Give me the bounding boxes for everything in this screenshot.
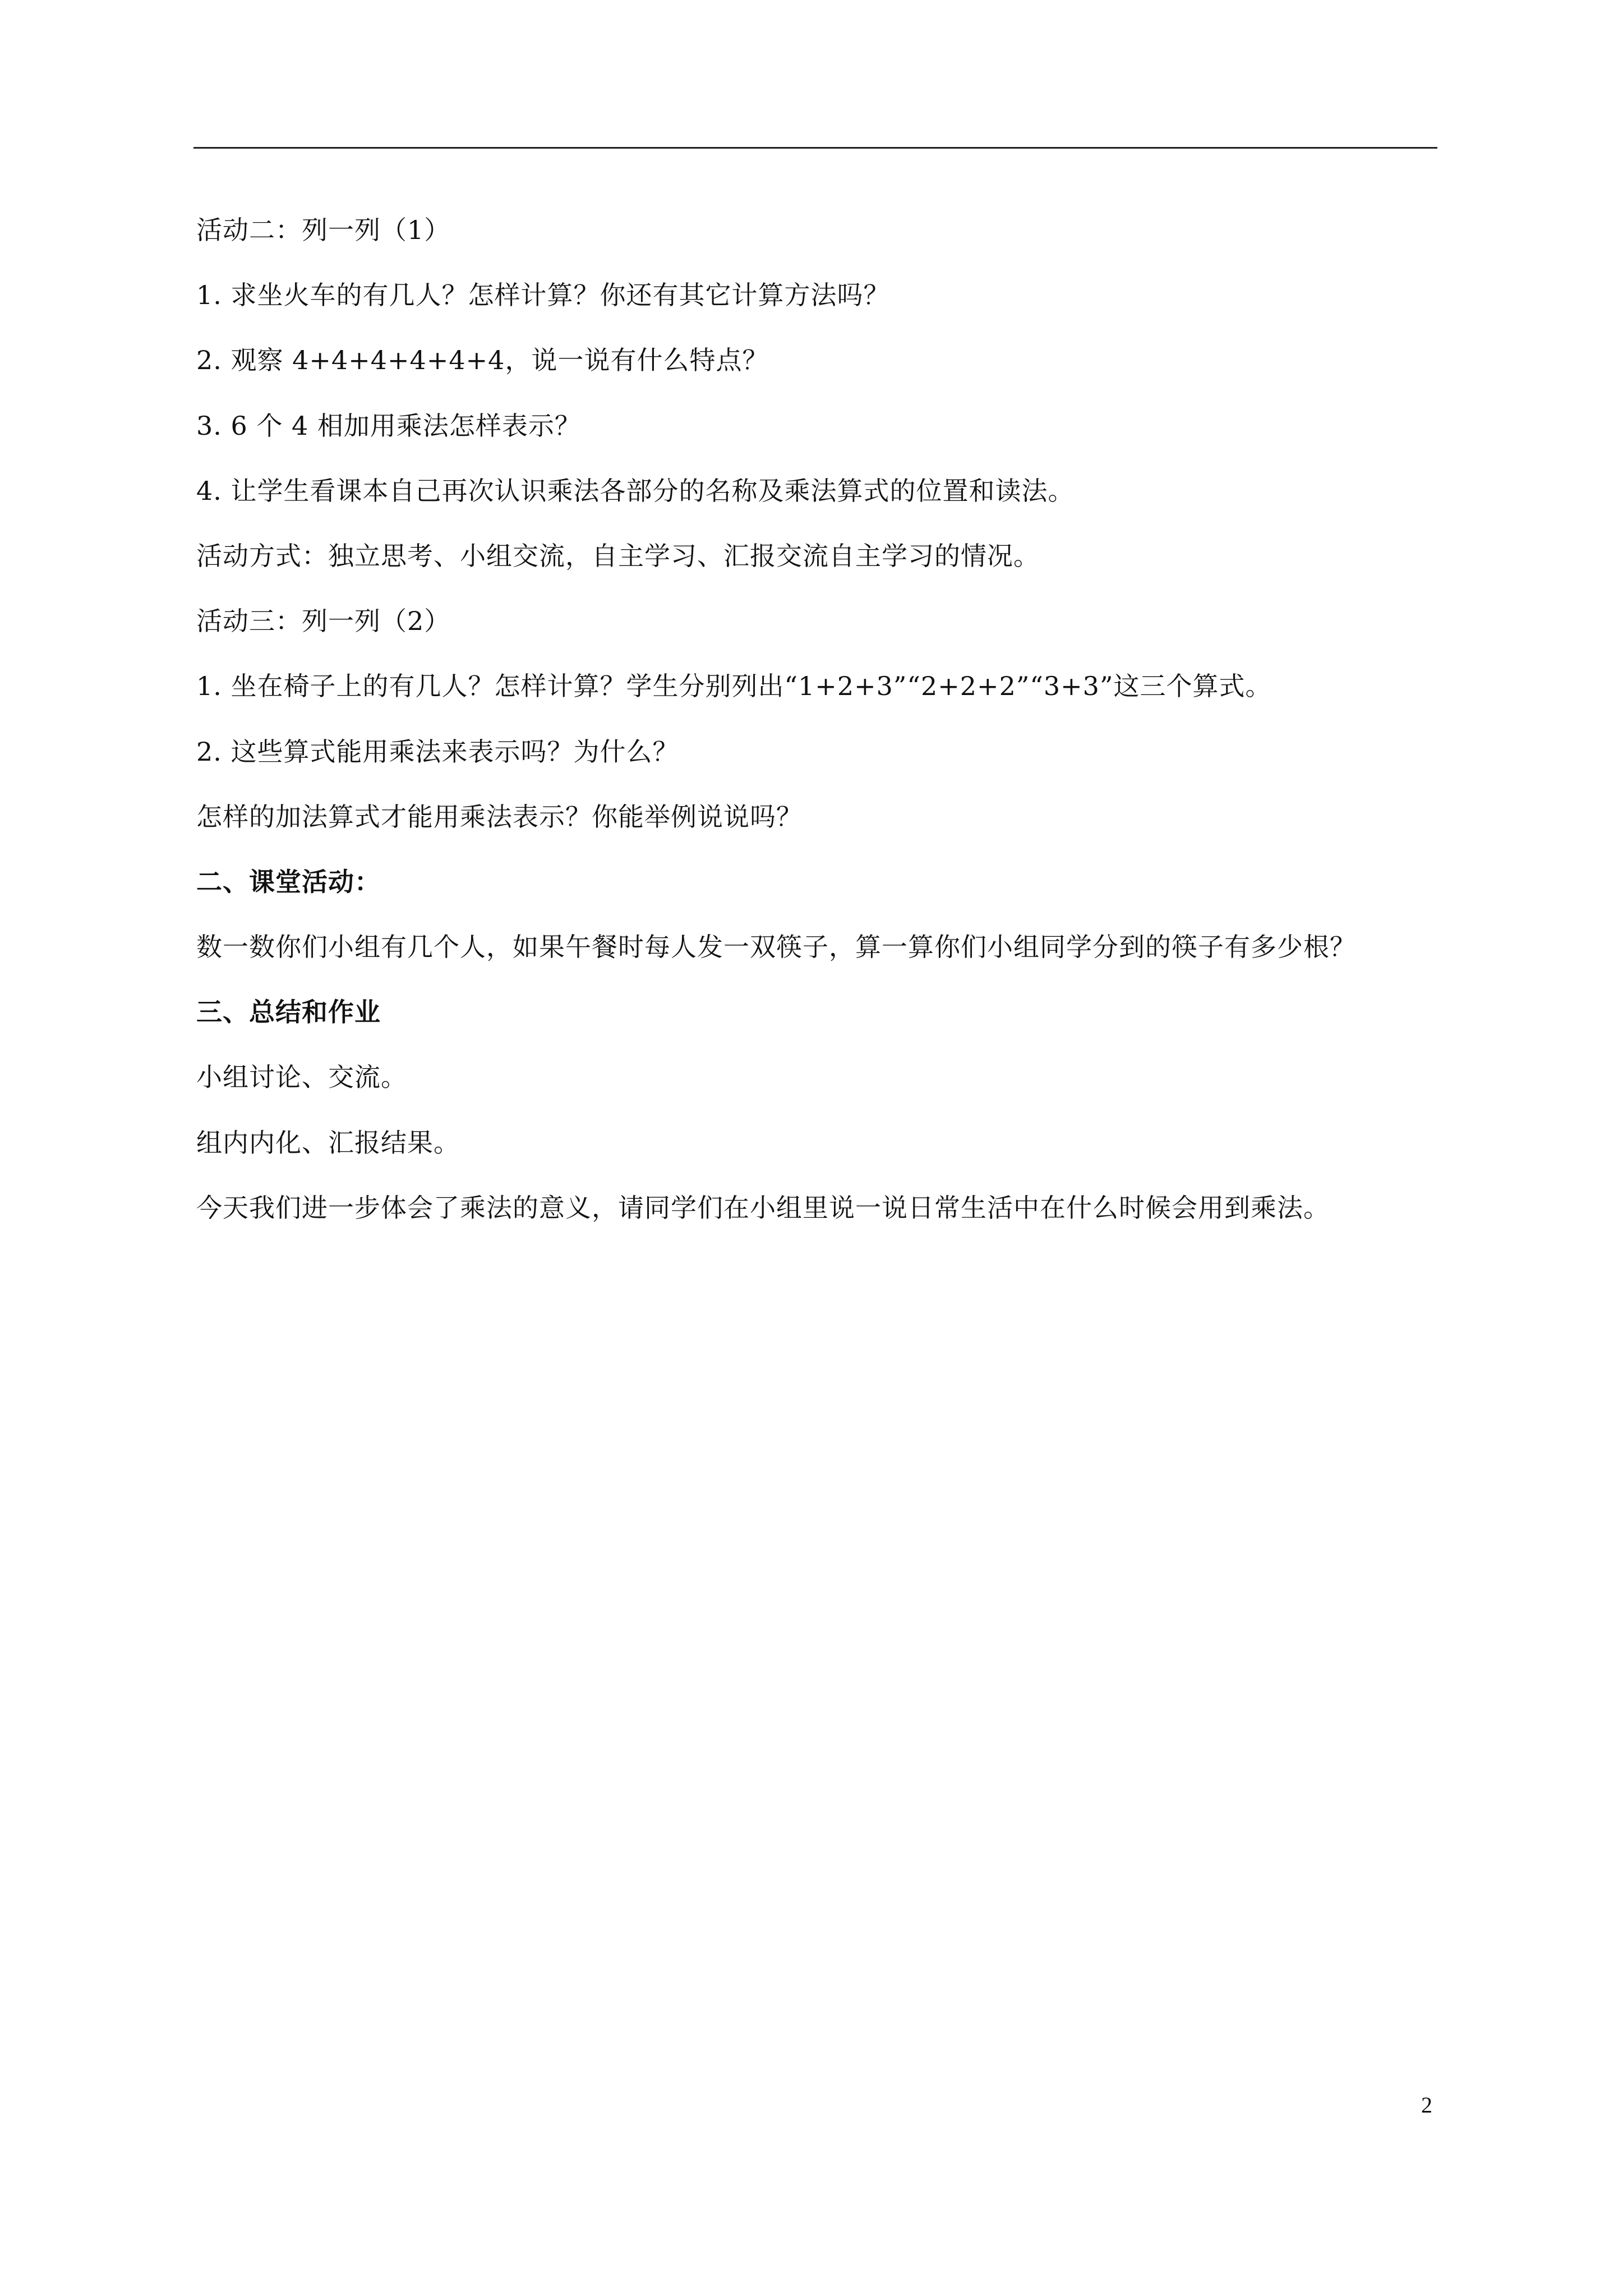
activity-two-item-3: 3. 6 个 4 相加用乘法怎样表示？	[196, 410, 581, 441]
activity-three-item-2: 2. 这些算式能用乘法来表示吗？为什么？	[196, 736, 679, 767]
activity-method: 活动方式：独立思考、小组交流，自主学习、汇报交流自主学习的情况。	[196, 540, 1040, 571]
activity-two-title: 活动二：列一列（1）	[196, 215, 451, 245]
section-classroom-activity: 二、课堂活动：	[196, 866, 381, 897]
activity-two-item-2: 2. 观察 4+4+4+4+4+4，说一说有什么特点？	[196, 345, 769, 376]
page-number: 2	[1421, 2092, 1432, 2118]
activity-three-title: 活动三：列一列（2）	[196, 606, 451, 637]
activity-two-item-1: 1. 求坐火车的有几人？怎样计算？你还有其它计算方法吗？	[196, 280, 890, 311]
header-rule	[193, 147, 1437, 149]
activity-three-item-1: 1. 坐在椅子上的有几人？怎样计算？学生分别列出“1+2+3”“2+2+2”“3+3”这三个算式。	[196, 671, 1272, 702]
summary-item-1: 小组讨论、交流。	[196, 1062, 407, 1093]
summary-item-2: 组内内化、汇报结果。	[196, 1127, 460, 1158]
addition-question: 怎样的加法算式才能用乘法表示？你能举例说说吗？	[196, 801, 803, 832]
summary-item-3: 今天我们进一步体会了乘法的意义，请同学们在小组里说一说日常生活中在什么时候会用到乘法。	[196, 1192, 1330, 1223]
activity-two-item-4: 4. 让学生看课本自己再次认识乘法各部分的名称及乘法算式的位置和读法。	[196, 475, 1075, 506]
page-body	[196, 209, 1441, 1251]
section-summary-homework: 三、总结和作业	[196, 997, 381, 1028]
chopsticks-question: 数一数你们小组有几个人，如果午餐时每人发一双筷子，算一算你们小组同学分到的筷子有多少根？	[196, 932, 1356, 963]
